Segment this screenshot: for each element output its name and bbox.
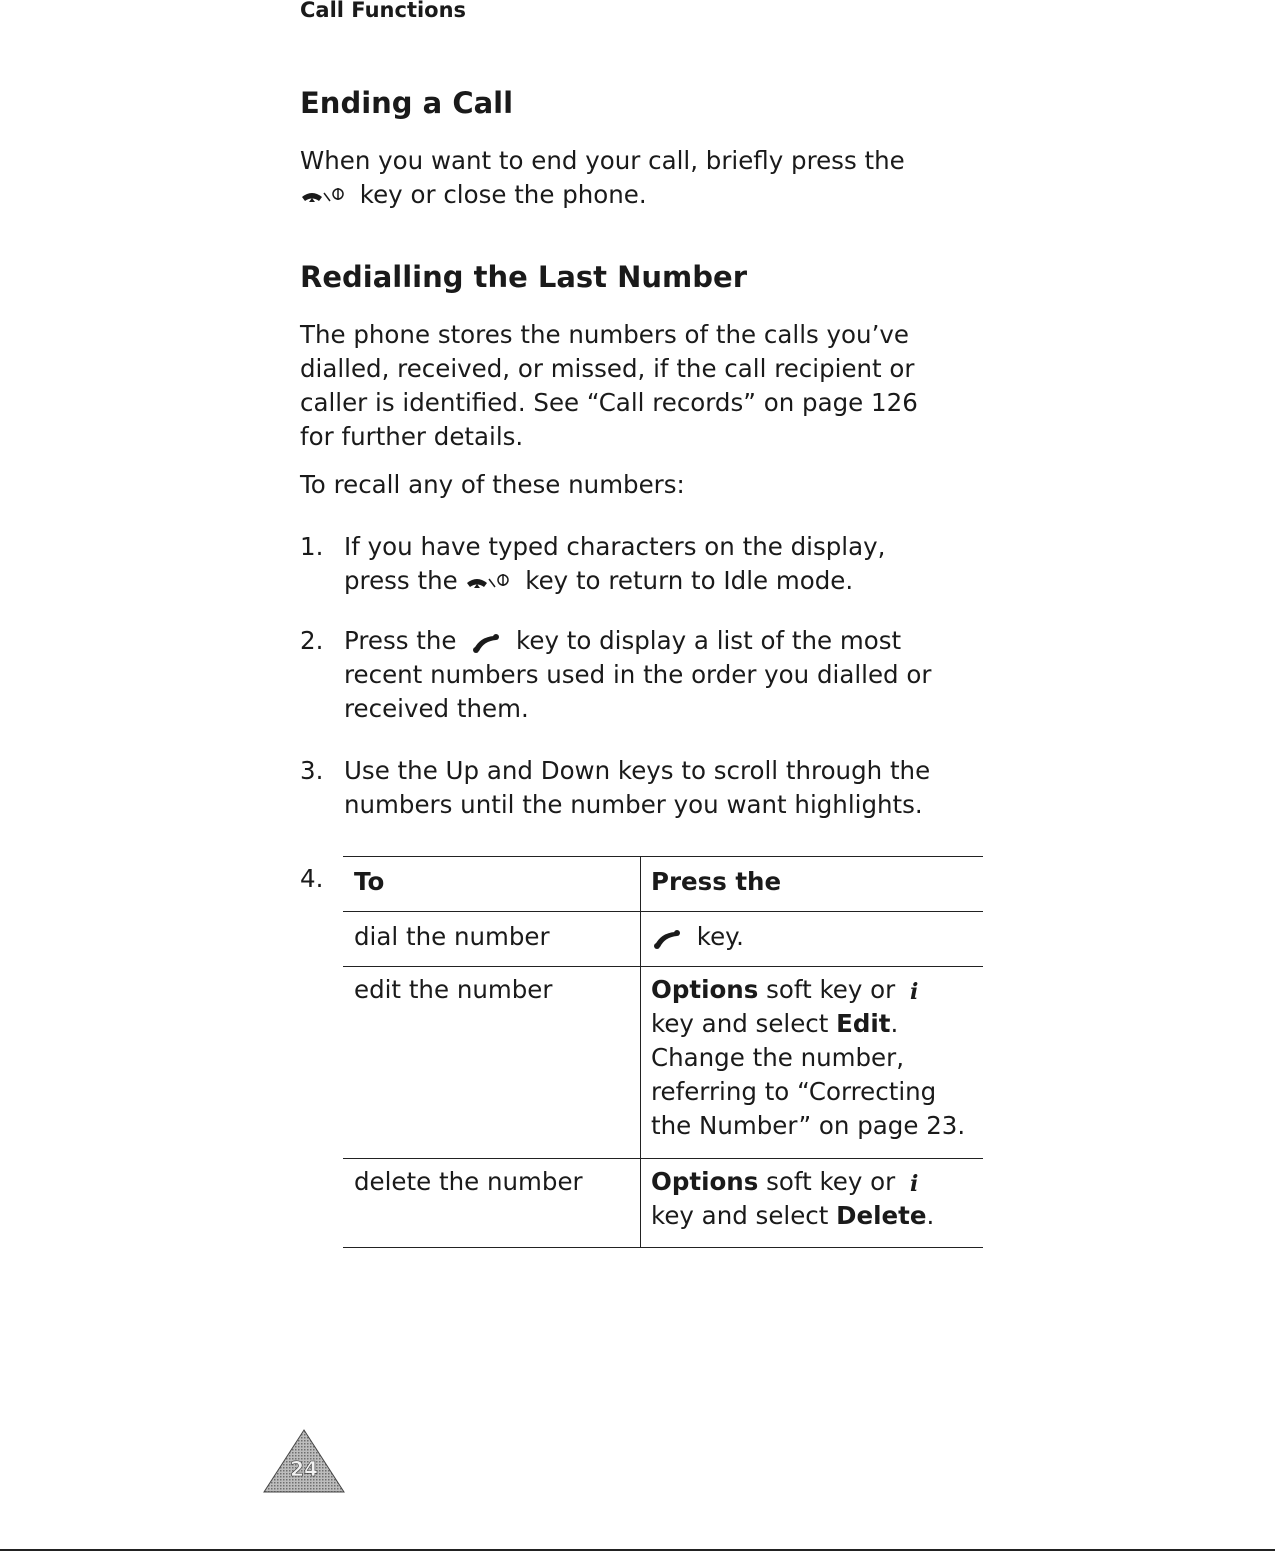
step-2-line-2: recent numbers used in the order you dialled or <box>344 660 932 689</box>
step-1-line-2 <box>344 564 984 598</box>
table-header-row <box>343 856 983 911</box>
row-action: delete the number <box>354 1167 583 1196</box>
row-press-text: soft key or <box>758 975 903 1004</box>
redial-intro: To recall any of these numbers: <box>300 470 685 499</box>
step-2-post: key to display a list of the most <box>508 626 902 655</box>
end-key-icon <box>300 185 348 207</box>
row-press-text: key. <box>689 922 744 951</box>
table-cell <box>640 912 983 966</box>
row-press-text: referring to “Correcting <box>651 1077 937 1106</box>
row-press-text: Change the number, <box>651 1043 904 1072</box>
options-softkey-label: Options <box>651 975 759 1004</box>
send-key-icon <box>651 927 683 949</box>
redial-para-line-3: caller is identified. See “Call records” on page 126 <box>300 388 918 417</box>
section-title-ending: Ending a Call <box>300 86 514 120</box>
running-header: Call Functions <box>300 0 467 22</box>
row-action: edit the number <box>354 975 553 1004</box>
row-press <box>641 1159 983 1233</box>
row-action: dial the number <box>354 922 550 951</box>
delete-menu-label: Delete <box>836 1201 927 1230</box>
step-2-line-3: received them. <box>344 694 529 723</box>
table-cell <box>640 1159 983 1247</box>
list-item-number: 2. <box>300 626 324 655</box>
step-2-pre: Press the <box>344 626 465 655</box>
table-row <box>343 911 983 966</box>
list-item-number: 1. <box>300 532 324 561</box>
redial-para-line-4: for further details. <box>300 422 524 451</box>
menu-key-icon <box>907 1171 927 1195</box>
options-table <box>343 856 983 1248</box>
table-row <box>343 966 983 1158</box>
edit-menu-label: Edit <box>836 1009 891 1038</box>
table-row <box>343 1158 983 1248</box>
step-2-line-1 <box>344 624 984 658</box>
row-press-text: the Number” on page 23. <box>651 1111 966 1140</box>
ending-line-2 <box>300 178 1000 212</box>
page-triangle-icon <box>262 1428 346 1494</box>
step-3-line-1: Use the Up and Down keys to scroll through the <box>344 756 931 785</box>
menu-key-icon <box>907 979 927 1003</box>
page-number: 24 <box>290 1457 318 1481</box>
row-press <box>641 912 983 954</box>
list-item-number: 3. <box>300 756 324 785</box>
redial-para-line-1: The phone stores the numbers of the calls you’ve <box>300 320 909 349</box>
table-cell <box>640 967 983 1158</box>
row-press <box>641 967 983 1143</box>
table-cell <box>640 857 983 911</box>
step-3-line-2: numbers until the number you want highlights. <box>344 790 923 819</box>
row-press-text: . <box>890 1009 899 1038</box>
end-key-icon <box>465 571 513 593</box>
svg-text:i: i <box>910 979 919 1003</box>
section-title-redial: Redialling the Last Number <box>300 260 747 294</box>
row-press-text: key and select <box>651 1009 837 1038</box>
ending-line-1: When you want to end your call, briefly press the <box>300 146 905 175</box>
step-1-pre: press the <box>344 566 466 595</box>
send-key-icon <box>470 631 502 653</box>
step-1-post: key to return to Idle mode. <box>517 566 854 595</box>
bottom-rule <box>0 1549 1275 1551</box>
column-header-press: Press the <box>651 867 782 896</box>
options-softkey-label: Options <box>651 1167 759 1196</box>
redial-para-line-2: dialled, received, or missed, if the call recipient or <box>300 354 915 383</box>
column-header-to: To <box>354 867 385 896</box>
list-item-number: 4. <box>300 864 324 893</box>
row-press-text: . <box>926 1201 935 1230</box>
step-1-line-1: If you have typed characters on the display, <box>344 532 886 561</box>
svg-text:i: i <box>910 1171 919 1195</box>
ending-line-2-text: key or close the phone. <box>352 180 647 209</box>
row-press-text: key and select <box>651 1201 837 1230</box>
row-press-text: soft key or <box>758 1167 903 1196</box>
